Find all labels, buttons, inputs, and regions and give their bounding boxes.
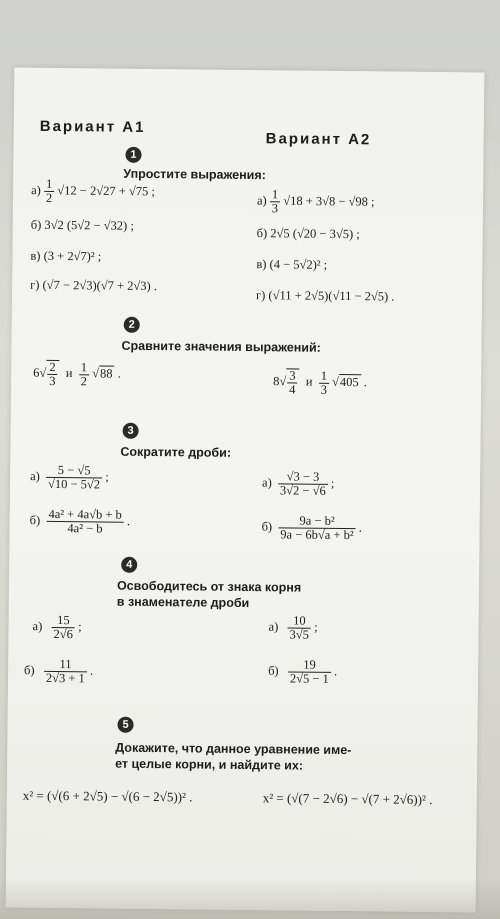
punctuation: .	[363, 375, 368, 390]
expression: (3 + 2√7)² ;	[43, 248, 102, 264]
fraction	[288, 614, 312, 641]
denominator: √10 − 5√2	[47, 476, 101, 492]
task-4-a1-b	[24, 658, 93, 686]
punctuation: ;	[105, 469, 109, 484]
punctuation: ;	[330, 476, 335, 491]
task-2-a2-expression	[273, 368, 367, 397]
punctuation: .	[126, 514, 131, 529]
task-5-title-line1: Докажите, что данное уравнение име-	[115, 740, 352, 758]
numerator: 1	[45, 176, 53, 191]
numerator: 1	[80, 359, 88, 374]
task-4-title-line2: в знаменателе дроби	[116, 594, 250, 611]
punctuation: .	[333, 664, 338, 679]
denominator: 4	[289, 382, 296, 397]
task-5-title-line2: ет целые корни, и найдите их:	[115, 756, 304, 773]
expression: (√11 + 2√5)(√11 − 2√5) .	[268, 288, 395, 304]
task-4-a1-a	[32, 614, 81, 642]
expression: √18 + 3√8 − √98 ;	[283, 193, 375, 209]
numerator: 19	[303, 657, 316, 672]
label: б)	[30, 217, 42, 232]
denominator: 3	[320, 382, 327, 397]
numerator: 3	[289, 368, 296, 383]
fraction	[44, 658, 87, 685]
radicand: 88	[99, 365, 115, 380]
fraction	[288, 658, 331, 685]
label: а)	[30, 469, 40, 484]
task-1-a1-d	[30, 278, 157, 294]
label: г)	[30, 277, 40, 292]
numerator: 1	[271, 187, 279, 202]
fraction	[46, 464, 102, 492]
coefficient: 8	[273, 374, 280, 389]
label: б)	[24, 663, 35, 678]
denominator: 2√3 + 1	[45, 670, 85, 686]
task-1-a2-d	[256, 288, 395, 304]
task-4-a2-a	[268, 614, 317, 642]
task-1-title: Упростите выражения:	[123, 166, 266, 183]
task-4-a2-b	[268, 658, 337, 686]
numerator: 1	[320, 368, 328, 383]
conjunction: и	[65, 365, 73, 381]
denominator: 2√5 − 1	[289, 671, 329, 686]
denominator: 2	[45, 190, 53, 205]
variant-a1-heading: Вариант А1	[39, 117, 146, 136]
label: б)	[29, 513, 41, 528]
task-5-a1-equation: x² = (√(6 + 2√5) − √(6 − 2√5))² .	[22, 787, 193, 805]
radicand-fraction	[286, 368, 300, 396]
label: в)	[256, 257, 267, 272]
fraction	[46, 508, 124, 536]
label: а)	[268, 619, 279, 634]
numerator: 15	[57, 613, 70, 628]
punctuation: .	[89, 663, 94, 678]
numerator: √3 − 3	[286, 469, 320, 484]
task-1-a1-b	[31, 218, 134, 234]
radical-sign: √	[279, 374, 287, 389]
numerator: 11	[59, 657, 72, 672]
task-3-a1-a	[30, 464, 109, 492]
fraction	[278, 514, 356, 542]
label: а)	[32, 619, 43, 634]
task-5-badge: 5	[117, 717, 133, 733]
fraction	[44, 178, 55, 205]
variant-a2-heading: Вариант А2	[265, 130, 372, 149]
task-1-a2-b	[257, 226, 360, 242]
expression: 2√5 (√20 − 3√5) ;	[270, 226, 360, 242]
worksheet-page	[6, 68, 485, 913]
denominator: 3√5	[289, 627, 310, 642]
task-1-a1-c	[30, 249, 101, 265]
task-2-badge: 2	[124, 317, 140, 333]
task-3-badge: 3	[123, 423, 139, 439]
label: б)	[261, 519, 273, 534]
denominator: 2√6	[53, 627, 74, 642]
fraction	[270, 188, 281, 215]
denominator: 4a² − b	[46, 521, 123, 536]
expression: √12 − 2√27 + √75 ;	[57, 183, 155, 199]
numerator: 9a − b²	[299, 513, 335, 528]
numerator: 5 − √5	[57, 463, 91, 478]
task-1-a2-a	[257, 188, 375, 216]
task-5-a2-equation: x² = (√(7 − 2√6) − √(7 + 2√6))² .	[262, 790, 433, 807]
fraction	[52, 614, 76, 641]
radical-sign: √	[332, 374, 340, 389]
denominator: 3	[49, 373, 56, 389]
expression: (4 − 5√2)² ;	[269, 257, 328, 272]
fraction	[319, 369, 330, 396]
denominator: 9a − 6b√a + b²	[280, 527, 354, 543]
punctuation: .	[358, 520, 363, 535]
expression: (√7 − 2√3)(√7 + 2√3) .	[42, 277, 158, 294]
conjunction: и	[305, 374, 313, 389]
task-4-title-line1: Освободитесь от знака корня	[116, 578, 302, 595]
radical-sign: √	[39, 365, 47, 380]
task-3-a2-a	[262, 470, 335, 498]
label: г)	[255, 288, 266, 303]
expression: 3√2 (5√2 − √32) ;	[44, 217, 134, 233]
numerator: 2	[49, 359, 56, 375]
denominator: 3	[271, 201, 279, 216]
numerator: 10	[293, 613, 306, 628]
label: а)	[31, 183, 41, 198]
task-2-a1-expression	[33, 360, 121, 389]
denominator: 2	[80, 373, 88, 388]
punctuation: ;	[314, 620, 318, 635]
radicand-fraction	[46, 360, 60, 388]
task-4-badge: 4	[121, 557, 137, 573]
radicand: 405	[339, 374, 361, 389]
label: а)	[262, 475, 272, 490]
punctuation: ;	[78, 619, 82, 634]
fraction	[278, 470, 328, 498]
task-1-a2-c	[256, 257, 327, 273]
task-2-title: Сравните значения выражений:	[121, 338, 321, 355]
label: а)	[256, 193, 267, 208]
radical-sign: √	[92, 366, 100, 381]
punctuation: .	[117, 366, 121, 381]
label: б)	[256, 226, 268, 241]
numerator: 4a² + 4a√b + b	[48, 506, 122, 522]
task-1-badge: 1	[125, 147, 141, 163]
label: б)	[268, 663, 279, 678]
denominator: 3√2 − √6	[279, 483, 326, 498]
task-3-title: Сократите дроби:	[120, 444, 232, 460]
label: в)	[30, 248, 41, 263]
task-3-a1-b	[30, 508, 131, 536]
fraction	[79, 361, 90, 388]
task-1-a1-a	[31, 178, 155, 206]
page-shadow	[0, 879, 500, 919]
coefficient: 6	[33, 365, 40, 380]
task-3-a2-b	[261, 514, 362, 542]
